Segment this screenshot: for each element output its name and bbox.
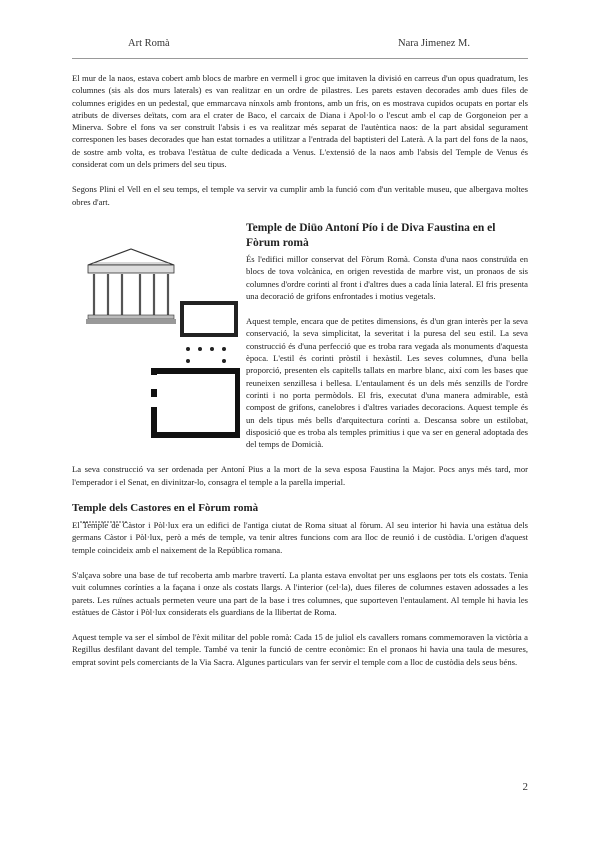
paragraph-military-symbol: Aquest temple va ser el símbol de l'èxit militar del poble romà: Cada 15 de juliol els cavallers romans commemoraven la victòria a Regillus desfilant davant del temple. També va tenir la funció de centre econòmic: En el pronaos hi havia una taula de mesures, emprat sovint pels comerciants de la Via Sacra. Algunes particulars van fer servir el temple com a lloc de custòdia dels seus béns. <box>72 632 528 667</box>
paragraph-small-temple: Aquest temple, encara que de petites dimensions, és d'un gran interès per la seva conservació, la seva simplicitat, la severitat i la puresa del seu estil. La seva construcció és d'una perfecció que es troba rara vegada als monuments d'aquesta època. L'estil és corinti pròstil i hexàstil. Les seves columnes, d'una bella proporció, presenten els capitells tallats en marbre blanc, així com les bases que reuneixen senzillesa i bellesa. L'entaulament és un dels més senzills de l'ordre corinti i no porta permòdols. El fris, executat d'una manera admirable, està compost de grifons, canelobres i d'altres variades decoracions. Aquest temple és un dels tipus més bells d'arquitectura corínti a. Descansa sobre un estilobat, disposició que es troba als temples primitius i que va ser en general adoptada des del temps de Domicià. <box>246 316 528 450</box>
paragraph-tuff-base: S'alçava sobre una base de tuf recoberta amb marbre travertí. La planta estava envoltat per uns esglaons per tots els costats. Tenia vuit columnes corínties a la façana i onze als costats llargs. A l'interior (cel·la), dues fileres de columnes estaven adossades a les parets. Les ruïnes actuals permeten veure una part de la base i tres columnes, que suporteven l'entaulament. Al temple hi havia les estàtues de Càstor i Pòl·lux considerats els guardians de la llibertat de Roma. <box>72 569 528 617</box>
figure-scale-bar <box>80 519 128 525</box>
paragraph-construction-order: La seva construcció va ser ordenada per Antoní Pius a la mort de la seva esposa Faustina la Major. Pocs anys més tard, mor l'emperador i el Senat, en divinitzar-lo, consagra el temple a la parella imperial. <box>72 464 528 487</box>
paragraph-naos-wall: El mur de la naos, estava cobert amb blocs de marbre en vermell i groc que imitaven la divisió en carreus d'un opus quadratum, les columnes (sis als dos murs laterals) es van realitzar en un ordre de pilastres. Les parets estaven decorades amb dues files de columnes erigides en un pedestal, que emmarcava nínxols amb frontons, amb un fris, on es mostrava cupidos ocupats en portar els atributs de diverses deïtats, com ara el crater de Baco, el carcaix de Diana i Apol·lo o l'escut amb el cap de Gorgoneion per a Minerva. Sobre el fons va ser construït l'absis i es va realitzar més separat de l'autèntica naos: de la part absidal segurament corresponen les bases decorades que han estat tornades a utilitzar a l'entrada del baptisteri del Laterà. A la part del fons de la naos, de sostre amb volta, es trobava l'estàtua de culte dedicada a Venus. L'extensió de la naos amb l'absis del Temple de Venus és considerat com un dels primers del seu tipus. <box>72 73 528 170</box>
heading-castores: Temple dels Castores en el Fòrum romà <box>72 502 259 515</box>
page-content <box>72 72 528 681</box>
temple-floor-plan <box>114 301 240 441</box>
header-title: Art Romà <box>128 38 170 49</box>
page-header <box>72 38 528 56</box>
header-author: Nara Jimenez M. <box>398 38 471 49</box>
page-number: 2 <box>522 781 528 793</box>
paragraph-pliny: Segons Plini el Vell en el seu temps, el temple va servir va cumplir amb la funció com d'un veritable museu, que albergava moltes obres d'art. <box>72 184 528 207</box>
paragraph-castor-pollux: El Temple de Càstor i Pòl·lux era un edifici de l'antiga ciutat de Roma situat al fòrum. Al seu interior hi havia una estàtua dels germans Càstor i Pòl·lux, però a més de temple, va tenir altres funcions com ara lloc de reunió i de custòdia. L'origen d'aquest temple coincideix amb el naixement de la República romana. <box>72 520 528 555</box>
temple-figure <box>72 221 240 459</box>
paragraph-best-preserved: És l'edifici millor conservat del Fòrum Romà. Consta d'una naos construïda en blocs de tova volcànica, en origen revestida de marbre vist, un pronaos de sis columnes d'ordre corinti al front i d'altres dues a cada línia lateral. El fris presenta una decoració de grifons enfrontades i motius vegetals. <box>246 253 528 301</box>
heading-antoni-faustina: Temple de Diüo Antoní Pío i de Diva Faustina en el Fòrum romà <box>246 221 496 249</box>
header-divider <box>72 58 528 59</box>
